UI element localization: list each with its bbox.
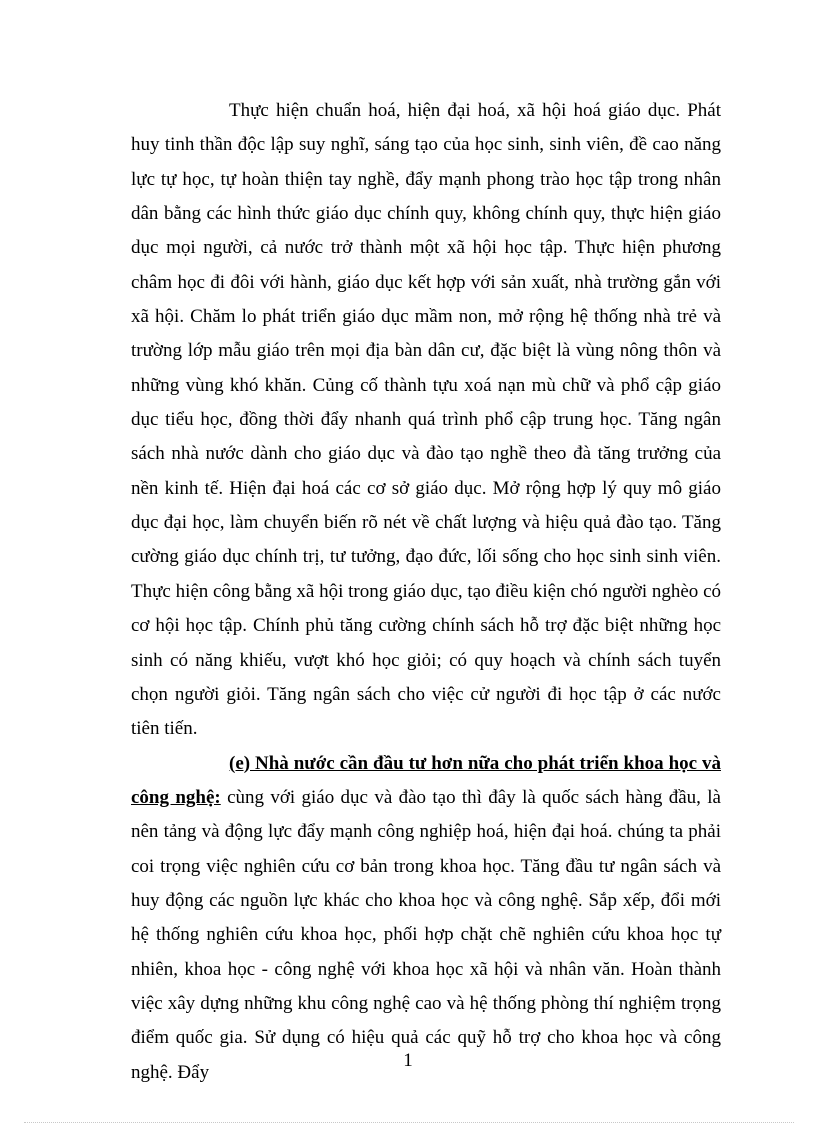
paragraph-science-technology — [131, 747, 721, 1090]
paragraph-education-text: Thực hiện chuẩn hoá, hiện đại hoá, xã hội hoá giáo dục. Phát huy tinh thần độc lập suy nghĩ, sáng tạo của học sinh, sinh viên, đề cao năng lực tự học, tự hoàn thiện tay nghề, đẩy mạnh phong trào học tập trong nhân dân bằng các hình thức giáo dục chính quy, không chính quy, thực hiện giáo dục mọi người, cả nước trở thành một xã hội học tập. Thực hiện phương châm học đi đôi với hành, giáo dục kết hợp với sản xuất, nhà trường gắn với xã hội. Chăm lo phát triển giáo dục mầm non, mở rộng hệ thống nhà trẻ và trường lớp mẫu giáo trên mọi địa bàn dân cư, đặc biệt là vùng nông thôn và những vùng khó khăn. Củng cố thành tựu xoá nạn mù chữ và phổ cập giáo dục tiểu học, đồng thời đẩy nhanh quá trình phổ cập trung học. Tăng ngân sách nhà nước dành cho giáo dục và đào tạo nghề theo đà tăng trưởng của nền kinh tế. Hiện đại hoá các cơ sở giáo dục. Mở rộng hợp lý quy mô giáo dục đại học, làm chuyển biến rõ nét về chất lượng và hiệu quả đào tạo. Tăng cường giáo dục chính trị, tư tưởng, đạo đức, lối sống cho học sinh sinh viên. Thực hiện công bằng xã hội trong giáo dục, tạo điều kiện chó người nghèo có cơ hội học tập. Chính phủ tăng cường chính sách hỗ trợ đặc biệt những học sinh có năng khiếu, vượt khó học giỏi; có quy hoạch và chính sách tuyển chọn người giỏi. Tăng ngân sách cho việc cử người đi học tập ở các nước tiên tiến. — [131, 100, 721, 740]
page-number: 1 — [403, 1050, 413, 1071]
body-text — [131, 94, 721, 1090]
section-heading-e: (e) Nhà nước cần đầu tư hơn nữa cho phát triển khoa học và công nghệ: — [131, 752, 721, 808]
paragraph-science-technology-text: cùng với giáo dục và đào tạo thì đây là quốc sách hàng đầu, là nên tảng và động lực đẩy mạnh công nghiệp hoá, hiện đại hoá. chúng ta phải coi trọng việc nghiên cứu cơ bản trong khoa học. Tăng đầu tư ngân sách và huy động các nguồn lực khác cho khoa học và công nghệ. Sắp xếp, đổi mới hệ thống nghiên cứu khoa học, phối hợp chặt chẽ nghiên cứu khoa học tự nhiên, khoa học - công nghệ với khoa học xã hội và nhân văn. Hoàn thành việc xây dựng những khu công nghệ cao và hệ thống phòng thí nghiệm trọng điểm quốc gia. Sử dụng có hiệu quả các quỹ hỗ trợ cho khoa học và công nghệ. Đẩy — [131, 786, 721, 1083]
paragraph-education — [131, 94, 721, 747]
